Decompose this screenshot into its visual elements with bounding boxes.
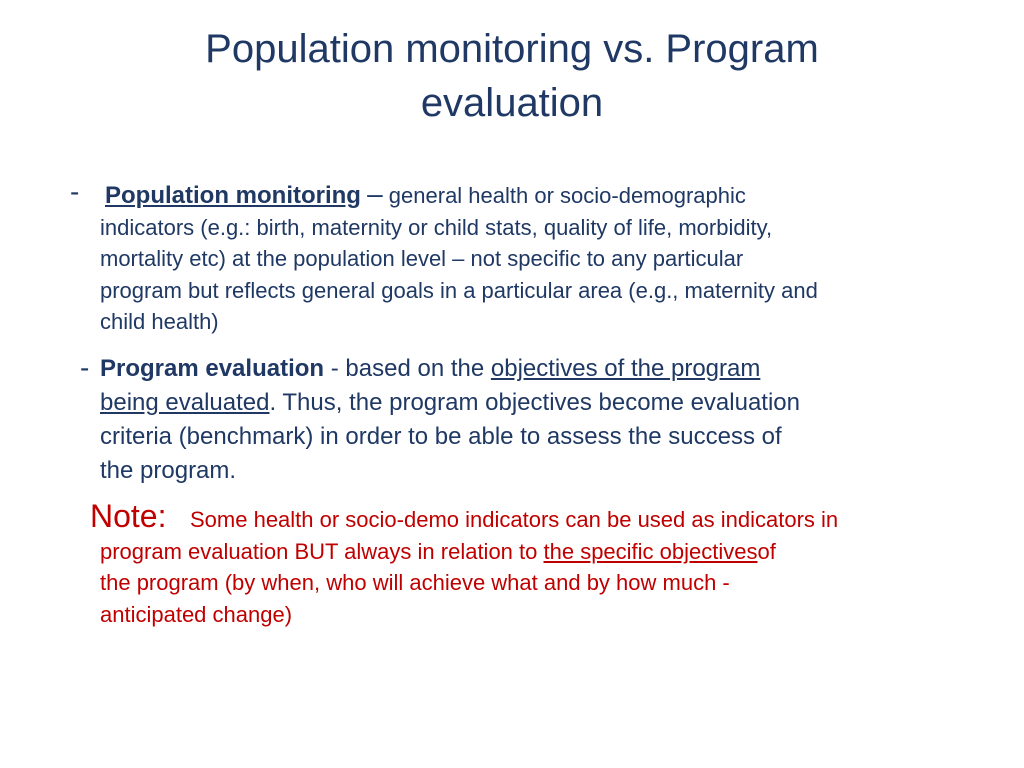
program-underlined-1: objectives of the program (490, 355, 761, 382)
program-text-after: . Thus, the program objectives become evaluation (269, 389, 801, 416)
population-text-line-2: indicators (e.g.: birth, maternity or child stats, quality of life, morbidity, (100, 214, 773, 240)
program-line-2 (100, 386, 970, 420)
program-underlined-2: being evaluated (100, 389, 270, 416)
term-separator: – (367, 178, 383, 209)
bullet-population-monitoring (70, 176, 970, 338)
slide-title (60, 22, 964, 130)
note-line-2 (100, 536, 970, 568)
program-text-line-3: criteria (benchmark) in order to be able to assess the success of (100, 423, 782, 450)
bullet-line-1 (100, 178, 970, 212)
population-text-line-3: mortality etc) at the population level – not specific to any particular (100, 246, 744, 271)
population-text-line-5: child health) (100, 309, 219, 334)
term-population-monitoring: Population monitoring (105, 182, 361, 209)
bullet-dash: - (70, 176, 80, 207)
program-text-line-4: the program. (100, 457, 237, 484)
note-block (90, 498, 970, 630)
population-text-line-4: program but reflects general goals in a particular area (e.g., maternity and (100, 277, 818, 303)
slide-title-line-1: Population monitoring vs. Program (205, 27, 819, 71)
note-text-line-3: the program (by when, who will achieve what and by how much - (100, 570, 730, 595)
note-underlined-objectives: the specific objectives (543, 538, 758, 564)
term-separator: - (330, 355, 339, 382)
slide-title-line-2: evaluation (420, 81, 604, 125)
program-line-1 (100, 352, 970, 386)
note-label: Note: (90, 498, 167, 534)
bullet-dash: - (80, 352, 90, 383)
note-text-line-2-after: of (757, 538, 776, 564)
note-text-line-1: Some health or socio-demo indicators can be used as indicators in (190, 507, 839, 532)
population-text-line-1: general health or socio-demographic (388, 183, 746, 208)
bullet-program-evaluation (80, 352, 970, 488)
program-text-before: based on the (345, 355, 485, 382)
note-text-line-4: anticipated change) (100, 601, 293, 627)
term-program-evaluation: Program evaluation (100, 355, 325, 382)
note-text-line-2-before: program evaluation BUT always in relation to (100, 538, 538, 564)
